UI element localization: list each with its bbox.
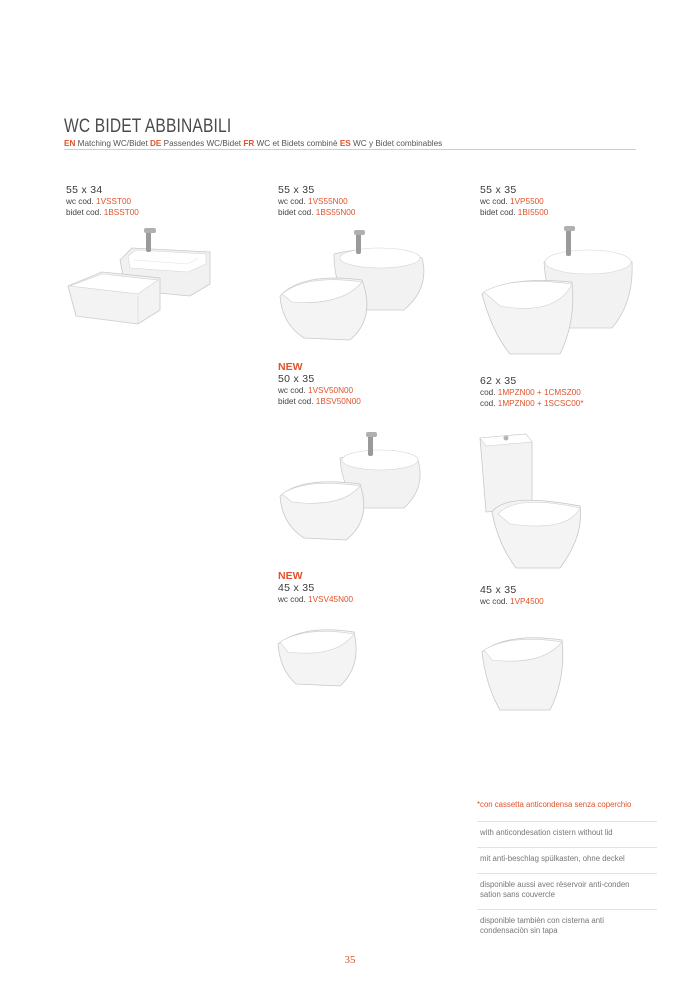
footnote-fr-line1: disponible aussi avec rèservoir anti-conden xyxy=(480,880,630,889)
wc-bidet-floor-image xyxy=(476,222,641,362)
lang-text-es: WC y Bidet combinables xyxy=(353,139,443,148)
product-info-5 xyxy=(480,375,584,409)
code-label: wc cod. xyxy=(278,197,306,206)
product-info-3 xyxy=(480,184,548,218)
product-code-line xyxy=(278,208,355,219)
code-value: 1MPZN00 + 1SCSC00* xyxy=(497,398,584,408)
code-label: wc cod. xyxy=(480,597,508,606)
lang-text-fr: WC et Bidets combinè xyxy=(256,139,338,148)
product-code-line xyxy=(278,595,353,606)
code-value: 1MPZN00 + 1CMSZ00 xyxy=(497,388,581,397)
footnote-es xyxy=(480,916,657,936)
new-badge: NEW xyxy=(278,361,303,373)
lang-text-de: Passendes WC/Bidet xyxy=(163,139,242,148)
footnote-fr-line2: sation sans couvercle xyxy=(480,890,555,899)
footnote-divider xyxy=(477,909,657,910)
lang-code-fr: FR xyxy=(243,139,255,148)
lang-code-de: DE xyxy=(150,139,162,148)
footnote-asterisk: * xyxy=(477,800,481,809)
wc-floor-standing-image xyxy=(478,622,568,714)
new-badge: NEW xyxy=(278,570,303,582)
code-value: 1VSV50N00 xyxy=(308,386,354,395)
footnote-es-line1: disponible tambièn con cisterna anti xyxy=(480,916,604,925)
code-label: wc cod. xyxy=(480,197,508,206)
product-code-line xyxy=(66,208,139,219)
product-code-line xyxy=(278,397,361,408)
code-value: 1VS55N00 xyxy=(308,197,348,206)
code-label: cod. xyxy=(480,398,496,408)
wc-bidet-compact-image xyxy=(272,432,437,547)
product-code-line xyxy=(480,208,548,219)
footnote-divider xyxy=(477,873,657,874)
code-label: bidet cod. xyxy=(278,396,314,406)
wc-close-coupled-image xyxy=(476,428,591,573)
product-code-line xyxy=(480,597,544,608)
product-code-line xyxy=(480,399,584,410)
wc-wall-hung-image xyxy=(274,622,364,692)
footnote-en: with anticondesation cistern without lid xyxy=(480,828,613,837)
footnote-it: con cassetta anticondensa senza coperchio xyxy=(480,800,632,809)
product-code-line xyxy=(278,197,355,208)
product-dimensions: 62 x 35 xyxy=(480,375,517,387)
product-dimensions: 55 x 35 xyxy=(278,184,315,196)
code-value: 1VP4500 xyxy=(510,597,544,606)
language-subtitle xyxy=(64,139,442,148)
product-info-7 xyxy=(480,584,544,608)
product-dimensions: 55 x 35 xyxy=(480,184,517,196)
lang-code-en: EN xyxy=(64,139,76,148)
code-value: 1VP5500 xyxy=(510,197,544,206)
product-dimensions: 45 x 35 xyxy=(480,584,517,596)
product-code-line xyxy=(480,388,584,399)
code-label: bidet cod. xyxy=(278,207,314,217)
footnote-es-line2: condensaciòn sin tapa xyxy=(480,926,558,935)
code-label: bidet cod. xyxy=(480,207,516,217)
footnote-de: mit anti-beschlag spülkasten, ohne deckel xyxy=(480,854,625,863)
header-divider xyxy=(64,149,636,150)
product-info-2 xyxy=(278,184,355,218)
page-title: WC BIDET ABBINABILI xyxy=(64,116,232,137)
product-code-line xyxy=(278,386,361,397)
code-label: wc cod. xyxy=(278,386,306,395)
page-number: 35 xyxy=(344,954,356,966)
code-value: 1BSST00 xyxy=(103,207,139,217)
footnote-fr xyxy=(480,880,657,900)
product-dimensions: 55 x 34 xyxy=(66,184,103,196)
lang-code-es: ES xyxy=(339,139,351,148)
code-label: cod. xyxy=(480,388,496,397)
product-info-4 xyxy=(278,361,361,407)
footnote-divider xyxy=(477,847,657,848)
product-code-line xyxy=(66,197,139,208)
wc-bidet-square-image xyxy=(60,220,230,330)
footnotes xyxy=(477,800,657,947)
lang-text-en: Matching WC/Bidet xyxy=(77,139,148,148)
code-value: 1VSV45N00 xyxy=(308,595,354,604)
code-label: bidet cod. xyxy=(66,207,102,217)
code-value: 1BS55N00 xyxy=(315,207,356,217)
product-info-1 xyxy=(66,184,139,218)
code-label: wc cod. xyxy=(278,595,306,604)
code-value: 1BI5500 xyxy=(517,207,549,217)
product-dimensions: 50 x 35 xyxy=(278,373,315,385)
code-value: 1VSST00 xyxy=(96,197,132,206)
product-info-6 xyxy=(278,570,353,606)
product-code-line xyxy=(480,197,548,208)
product-dimensions: 45 x 35 xyxy=(278,582,315,594)
wc-bidet-round-image xyxy=(272,228,437,348)
footnote-divider xyxy=(477,821,657,822)
code-value: 1BSV50N00 xyxy=(315,396,361,406)
code-label: wc cod. xyxy=(66,197,94,206)
